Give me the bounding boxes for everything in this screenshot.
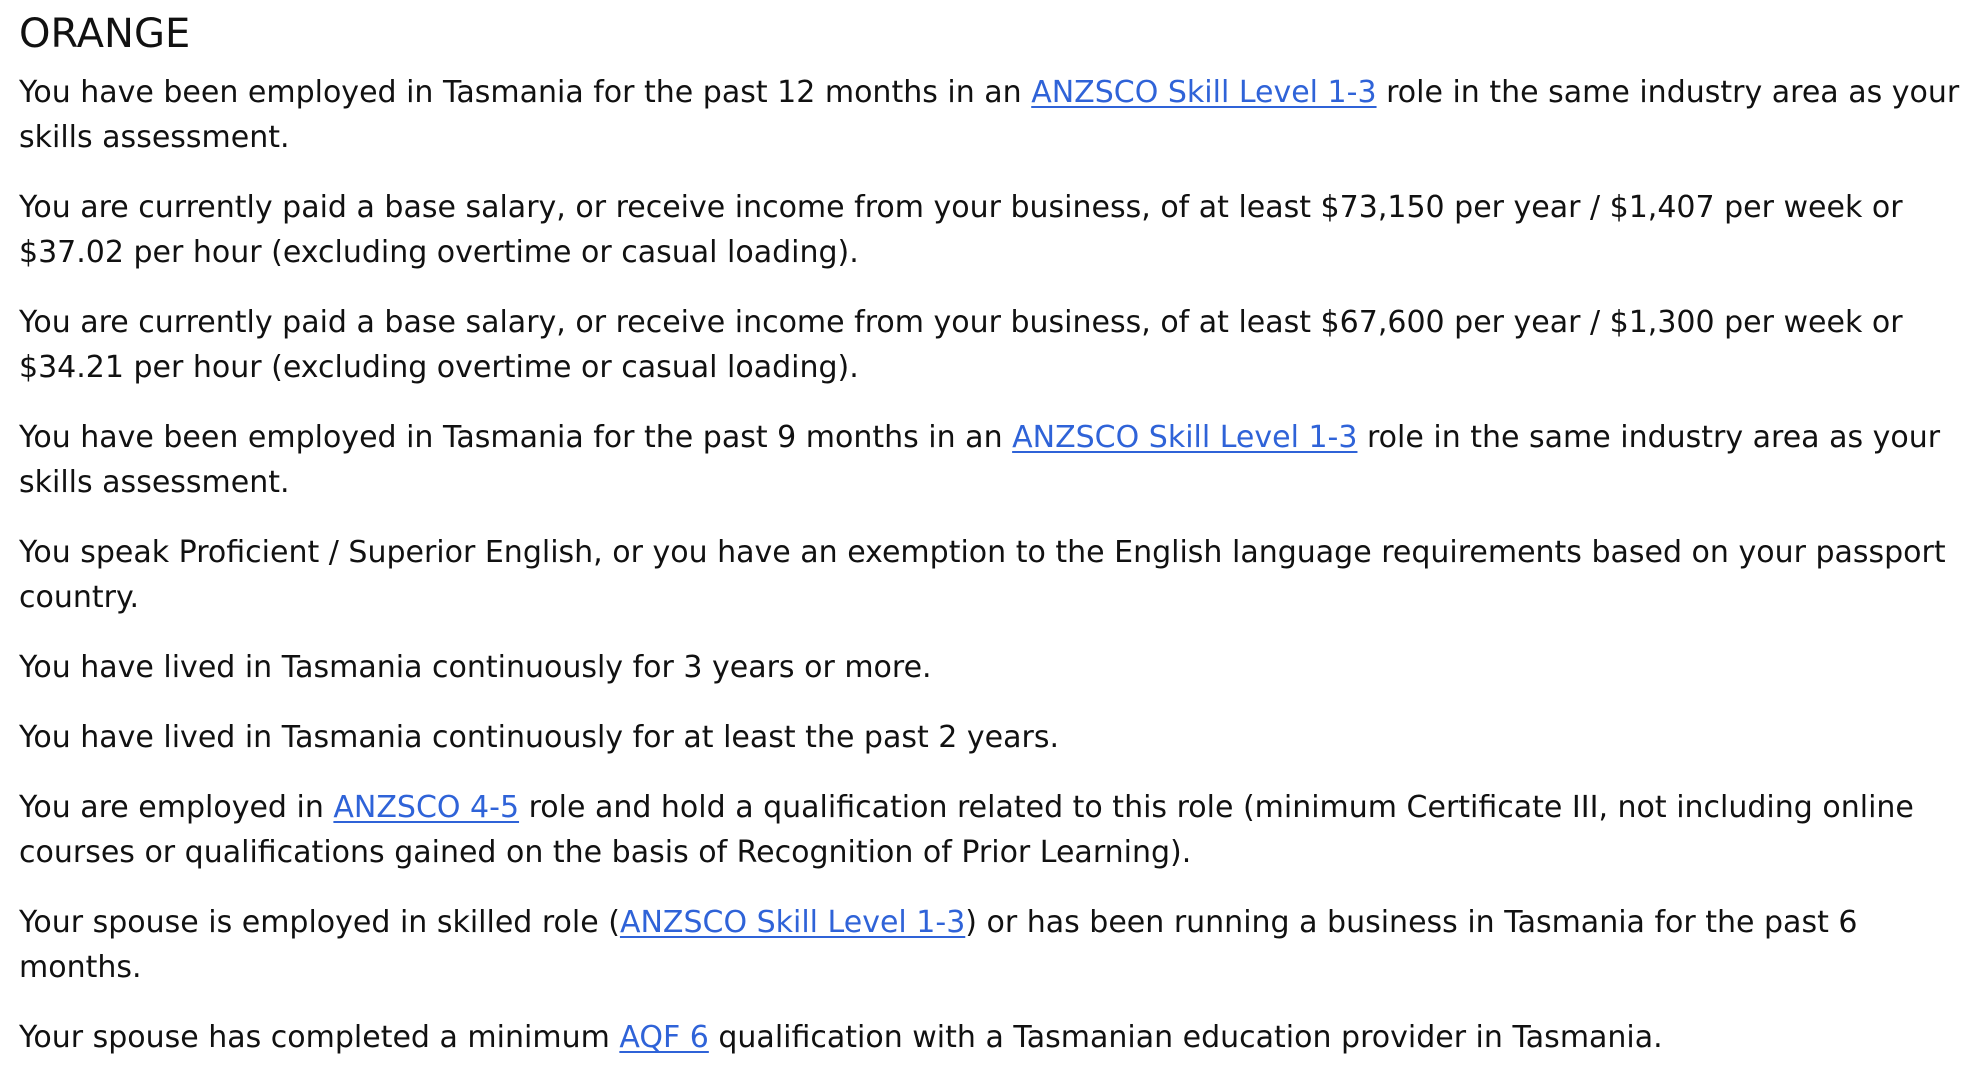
criterion-salary-67600 bbox=[19, 300, 1969, 390]
criterion-anzsco-4-5-qualification bbox=[19, 785, 1969, 875]
anzsco-skill-level-link[interactable]: ANZSCO Skill Level 1-3 bbox=[619, 905, 966, 940]
criterion-employment-9-months bbox=[19, 415, 1969, 505]
criterion-salary-73150 bbox=[19, 185, 1969, 275]
criterion-residence-3-years bbox=[19, 645, 1969, 690]
criterion-employment-12-months bbox=[19, 70, 1969, 160]
criterion-spouse-employment bbox=[19, 900, 1969, 990]
criterion-text: You speak Proficient / Superior English, or you have an exemption to the English language requirements based on your passport country. bbox=[19, 535, 1946, 615]
criterion-text: Your spouse is employed in skilled role ( bbox=[19, 905, 620, 940]
criterion-text: role and hold a qualification related to this role (minimum Certificate III, not including online courses or qualifications gained on the basis of Recognition of Prior Learning). bbox=[19, 790, 1914, 870]
criterion-text: You have been employed in Tasmania for the past 9 months in an bbox=[19, 420, 1013, 455]
criterion-text: You are currently paid a base salary, or receive income from your business, of at least $73,150 per year / $1,407 per week or $37.02 per hour (excluding overtime or casual loading). bbox=[19, 190, 1903, 270]
anzsco-skill-level-link[interactable]: ANZSCO Skill Level 1-3 bbox=[1012, 420, 1358, 455]
section-heading: ORANGE bbox=[19, 11, 191, 57]
anzsco-skill-level-link[interactable]: ANZSCO Skill Level 1-3 bbox=[1031, 75, 1377, 110]
criterion-text: You are currently paid a base salary, or receive income from your business, of at least $67,600 per year / $1,300 per week or $34.21 per hour (excluding overtime or casual loading). bbox=[19, 305, 1903, 385]
criterion-text: Your spouse has completed a minimum bbox=[19, 1020, 620, 1055]
criterion-text: ) or has been running a business in Tasmania for the past 6 months. bbox=[19, 905, 1858, 985]
criterion-residence-2-years bbox=[19, 715, 1969, 760]
criterion-text: You have lived in Tasmania continuously for at least the past 2 years. bbox=[19, 720, 1060, 755]
criterion-text: qualification with a Tasmanian education provider in Tasmania. bbox=[708, 1020, 1663, 1055]
criterion-text: You have lived in Tasmania continuously for 3 years or more. bbox=[19, 650, 932, 685]
criterion-text: You are employed in bbox=[19, 790, 334, 825]
criterion-spouse-qualification bbox=[19, 1015, 1969, 1060]
criterion-text: role in the same industry area as your skills assessment. bbox=[19, 75, 1960, 155]
aqf-6-link[interactable]: AQF 6 bbox=[619, 1020, 709, 1055]
criterion-english bbox=[19, 530, 1969, 620]
criterion-text: You have been employed in Tasmania for the past 12 months in an bbox=[19, 75, 1032, 110]
criteria-section bbox=[19, 10, 1969, 1085]
criterion-text: role in the same industry area as your skills assessment. bbox=[19, 420, 1941, 500]
anzsco-4-5-link[interactable]: ANZSCO 4-5 bbox=[333, 790, 520, 825]
